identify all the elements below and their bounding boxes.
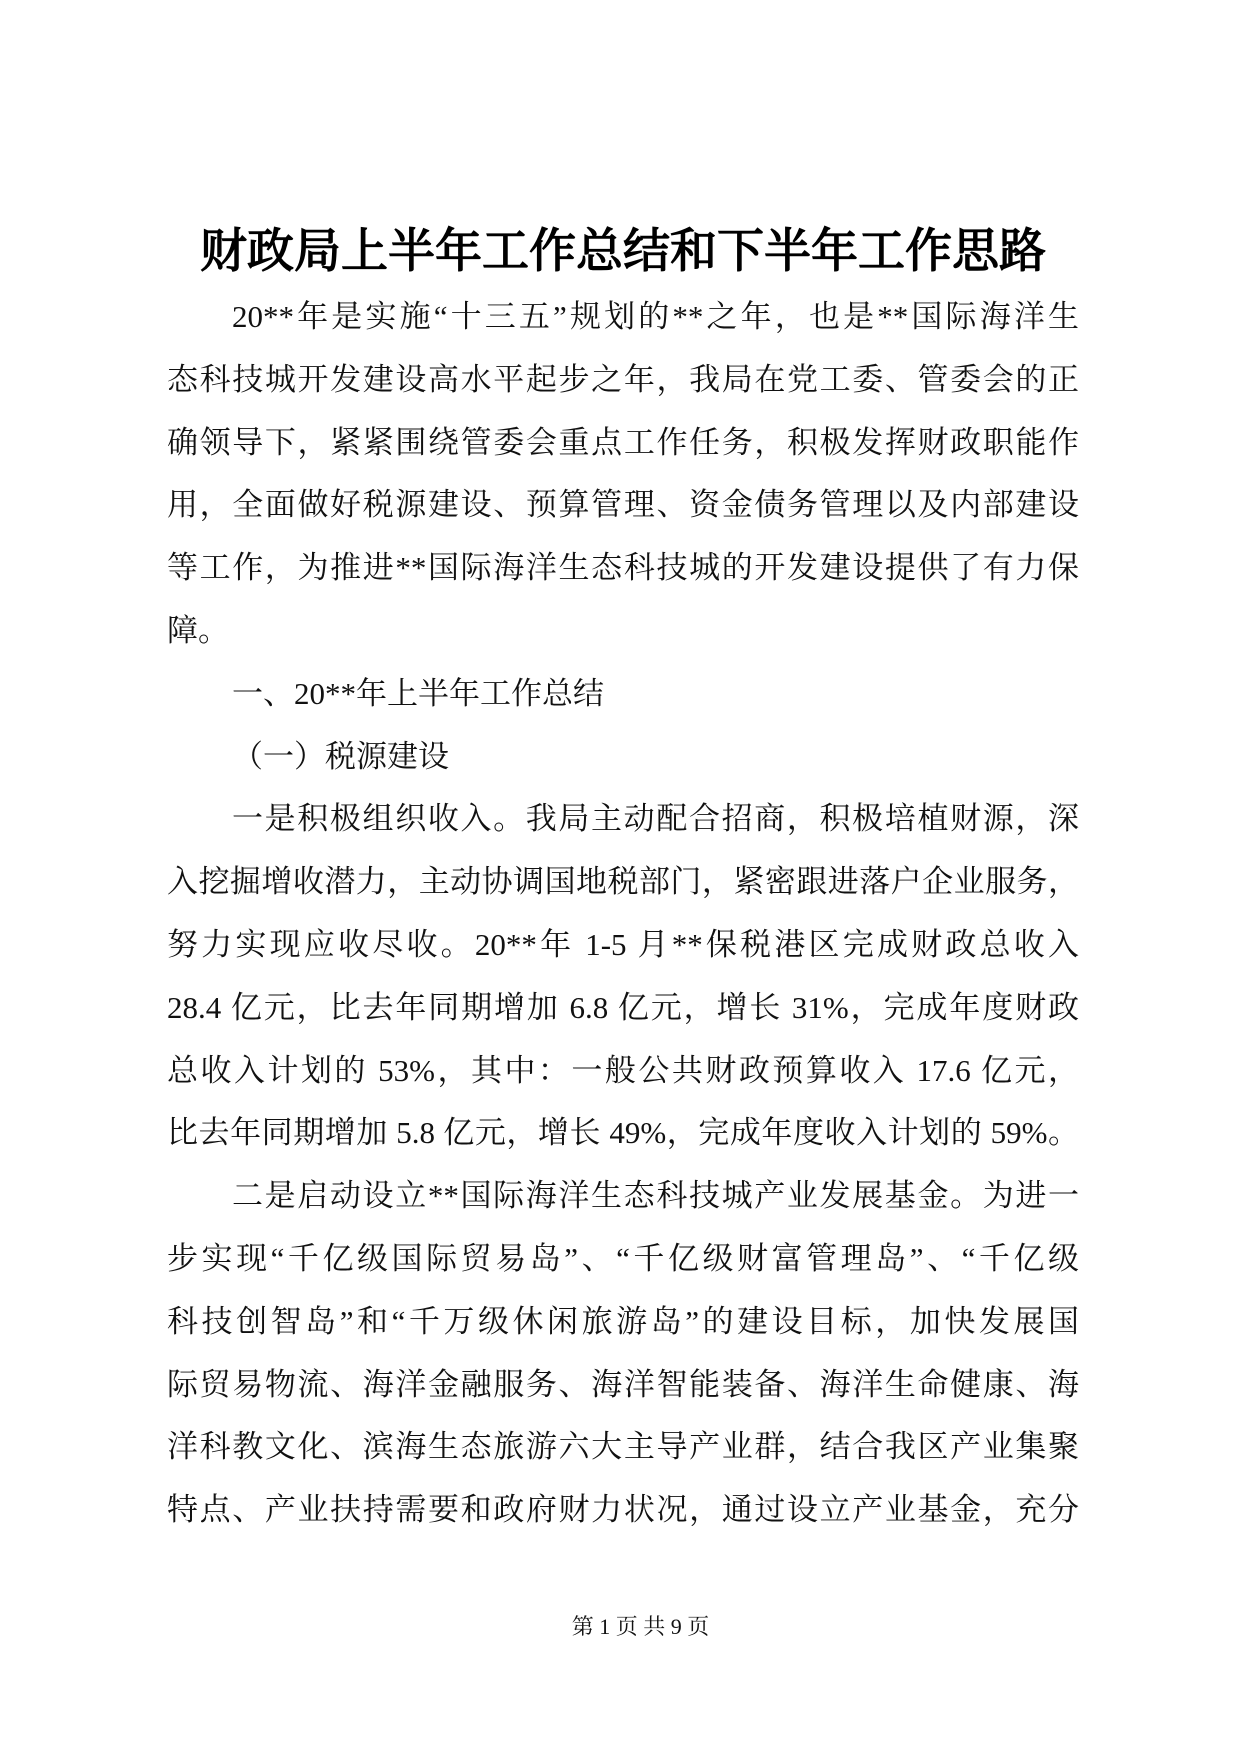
subsection-heading — [167, 726, 1079, 789]
text-line: 一是积极组织收入。我局主动配合招商，积极培植财源，深 — [232, 801, 1079, 837]
text-line: 障。 — [167, 612, 229, 648]
text-line: 入挖掘增收潜力，主动协调国地税部门，紧密跟进落户企业服务， — [167, 864, 1079, 900]
text-line: 等工作，为推进**国际海洋生态科技城的开发建设提供了有力保 — [167, 550, 1079, 586]
text-line: 科技创智岛”和“千万级休闲旅游岛”的建设目标，加快发展国 — [167, 1303, 1079, 1339]
subsection-heading-text: （一）税源建设 — [232, 738, 449, 774]
text-line: 特点、产业扶持需要和政府财力状况，通过设立产业基金，充分 — [167, 1492, 1079, 1528]
document-title: 财政局上半年工作总结和下半年工作思路 — [200, 226, 1046, 278]
fund-paragraph — [167, 1165, 1079, 1542]
section-heading-text: 一、20**年上半年工作总结 — [232, 675, 604, 711]
text-line: 努力实现应收尽收。20**年 1-5 月**保税港区完成财政总收入 — [167, 926, 1079, 962]
page-footer: 第 1 页 共 9 页 — [571, 1614, 710, 1639]
text-line: 际贸易物流、海洋金融服务、海洋智能装备、海洋生命健康、海 — [167, 1366, 1079, 1402]
text-line: 态科技城开发建设高水平起步之年，我局在党工委、管委会的正 — [167, 361, 1079, 397]
text-line: 洋科教文化、滨海生态旅游六大主导产业群，结合我区产业集聚 — [167, 1429, 1079, 1465]
text-line: 20**年是实施“十三五”规划的**之年，也是**国际海洋生 — [232, 299, 1079, 334]
text-line: 28.4 亿元，比去年同期增加 6.8 亿元，增长 31%，完成年度财政 — [167, 989, 1079, 1025]
text-line: 确领导下，紧紧围绕管委会重点工作任务，积极发挥财政职能作 — [167, 424, 1079, 460]
text-line: 比去年同期增加 5.8 亿元，增长 49%，完成年度收入计划的 59%。 — [167, 1115, 1079, 1151]
revenue-paragraph — [167, 788, 1079, 1165]
section-heading — [167, 663, 1079, 726]
text-line: 二是启动设立**国际海洋生态科技城产业发展基金。为进一 — [232, 1178, 1079, 1214]
text-line: 步实现“千亿级国际贸易岛”、“千亿级财富管理岛”、“千亿级 — [167, 1240, 1079, 1276]
text-line: 用，全面做好税源建设、预算管理、资金债务管理以及内部建设 — [167, 487, 1079, 523]
document-body — [167, 286, 1079, 1542]
text-line: 总收入计划的 53%，其中：一般公共财政预算收入 17.6 亿元， — [167, 1052, 1079, 1088]
intro-paragraph — [167, 286, 1079, 663]
